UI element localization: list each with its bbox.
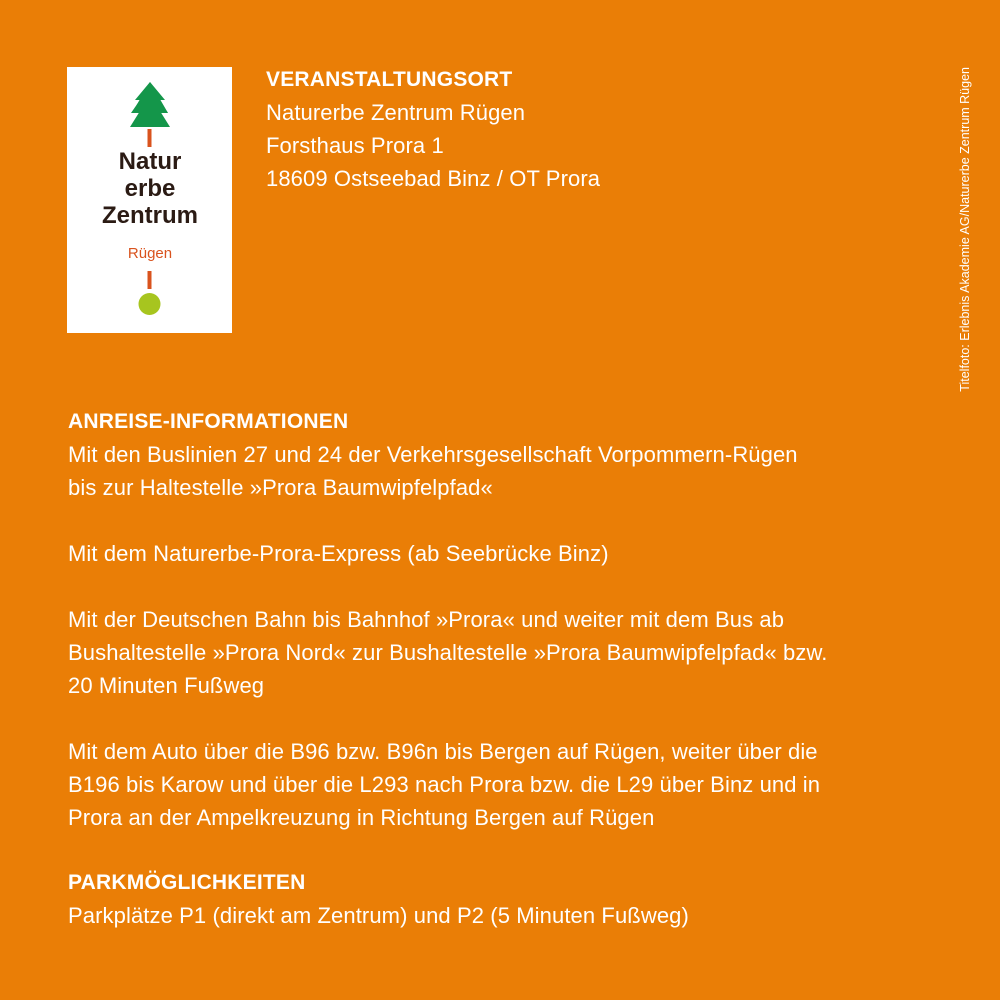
logo-line: [148, 271, 152, 289]
venue-city: 18609 Ostseebad Binz / OT Prora: [266, 166, 601, 191]
parking-text: Parkplätze P1 (direkt am Zentrum) und P2 (5 Minuten Fußweg): [68, 903, 689, 928]
venue-section: [266, 64, 906, 195]
parking-heading: PARKMÖGLICHKEITEN: [68, 871, 306, 894]
text-line: bis zur Haltestelle »Prora Baumwipfelpfad«: [68, 475, 493, 500]
travel-express-paragraph: [68, 537, 948, 570]
green-dot-icon: [139, 293, 161, 315]
text-line: B196 bis Karow und über die L293 nach Prora bzw. die L29 über Binz und in: [68, 772, 821, 797]
text-line: Mit der Deutschen Bahn bis Bahnhof »Prora« und weiter mit dem Bus ab: [68, 607, 785, 632]
venue-name: Naturerbe Zentrum Rügen: [266, 100, 526, 125]
logo-text-zentrum: Zentrum: [102, 202, 198, 229]
travel-heading: ANREISE-INFORMATIONEN: [68, 410, 349, 433]
venue-heading: VERANSTALTUNGSORT: [266, 68, 513, 91]
text-line: Mit dem Naturerbe-Prora-Express (ab Seebrücke Binz): [68, 541, 609, 566]
naturerbe-zentrum-logo: [67, 67, 232, 333]
text-line: Prora an der Ampelkreuzung in Richtung Bergen auf Rügen: [68, 805, 655, 830]
logo-graphic: [67, 67, 232, 333]
tree-stem: [148, 129, 152, 147]
text-line: 20 Minuten Fußweg: [68, 673, 265, 698]
text-line: Mit dem Auto über die B96 bzw. B96n bis Bergen auf Rügen, weiter über die: [68, 739, 818, 764]
logo-text-natur: Natur: [118, 148, 182, 175]
venue-street: Forsthaus Prora 1: [266, 133, 444, 158]
travel-car-paragraph: [68, 735, 948, 834]
travel-train-paragraph: [68, 603, 948, 702]
logo-text-erbe: erbe: [124, 175, 176, 202]
text-line: Bushaltestelle »Prora Nord« zur Bushaltestelle »Prora Baumwipfelpfad« bzw.: [68, 640, 828, 665]
text-line: Mit den Buslinien 27 und 24 der Verkehrsgesellschaft Vorpommern-Rügen: [68, 442, 798, 467]
travel-bus-paragraph: [68, 438, 948, 504]
travel-section: [68, 406, 948, 932]
logo-text-ruegen: Rügen: [127, 245, 173, 262]
photo-credit: Titelfoto: Erlebnis Akademie AG/Naturerbe Zentrum Rügen: [958, 67, 972, 392]
